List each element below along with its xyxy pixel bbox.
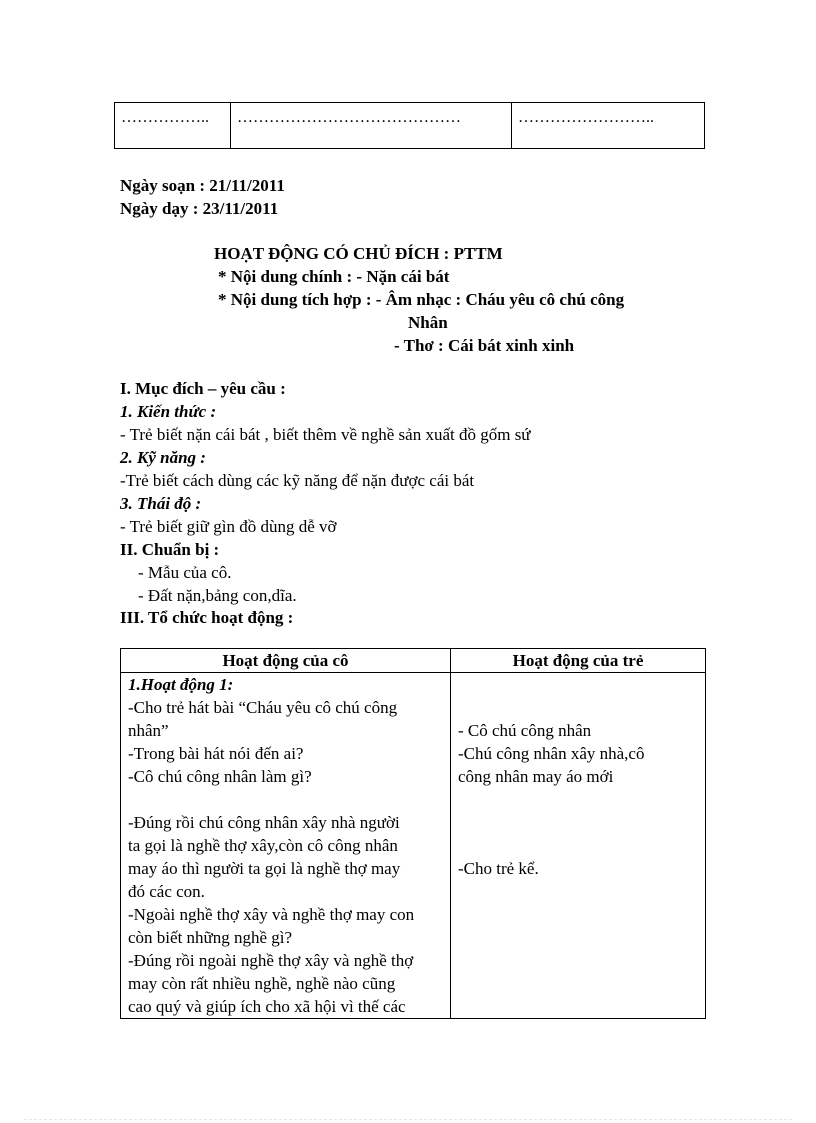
integrated-content-cont: Nhân: [408, 313, 448, 332]
section-2-heading: II. Chuẩn bị :: [120, 540, 220, 559]
teacher-line: -Cô chú công nhân làm gì?: [128, 767, 312, 786]
col-header-child: Hoạt động của trẻ: [451, 649, 706, 673]
teacher-line: còn biết những nghề gì?: [128, 928, 293, 947]
child-response: - Cô chú công nhân: [458, 721, 592, 740]
knowledge-heading: 1. Kiến thức :: [120, 402, 217, 421]
activity-table-header: [121, 649, 706, 673]
attitude-text: - Trẻ biết giữ gìn đồ dùng dễ vỡ: [120, 517, 337, 536]
child-response: -Cho trẻ kể.: [458, 859, 539, 878]
activity-title: 1.Hoạt động 1:: [128, 675, 234, 694]
teacher-line: đó các con.: [128, 882, 205, 901]
teacher-line: nhân”: [128, 721, 169, 740]
teacher-line: may còn rất nhiều nghề, nghề nào cũng: [128, 974, 396, 993]
child-activity-cell: [451, 673, 706, 1019]
child-response: -Chú công nhân xây nhà,cô: [458, 744, 645, 763]
activity-heading: HOẠT ĐỘNG CÓ CHỦ ĐÍCH : PTTM: [214, 244, 503, 263]
section-1-heading: I. Mục đích – yêu cầu :: [120, 379, 286, 398]
prep-date: Ngày soạn : 21/11/2011: [120, 176, 285, 195]
knowledge-text: - Trẻ biết nặn cái bát , biết thêm về nghề sản xuất đồ gốm sứ: [120, 425, 531, 444]
teacher-line: -Cho trẻ hát bài “Cháu yêu cô chú công: [128, 698, 398, 717]
skills-heading: 2. Kỹ năng :: [120, 448, 206, 467]
teacher-line: -Ngoài nghề thợ xây và nghề thợ may con: [128, 905, 415, 924]
section-3-heading: III. Tổ chức hoạt động :: [120, 608, 294, 627]
header-cell-2: ……………………………………: [231, 103, 512, 149]
prep-item: - Mẫu của cô.: [138, 563, 232, 582]
teacher-line: may áo thì người ta gọi là nghề thợ may: [128, 859, 401, 878]
page-bottom-divider: [24, 1119, 792, 1120]
header-row: [115, 103, 705, 149]
teach-date: Ngày dạy : 23/11/2011: [120, 199, 279, 218]
child-response: công nhân may áo mới: [458, 767, 614, 786]
header-table: [114, 102, 705, 149]
teacher-line-blank: [128, 788, 450, 811]
teacher-line: -Trong bài hát nói đến ai?: [128, 744, 304, 763]
poem-content: - Thơ : Cái bát xinh xinh: [394, 336, 575, 355]
attitude-heading: 3. Thái độ :: [120, 494, 202, 513]
teacher-line: -Đúng rồi ngoài nghề thợ xây và nghề thợ: [128, 951, 414, 970]
prep-item: - Đất nặn,bảng con,dĩa.: [138, 586, 297, 605]
teacher-activity-cell: [121, 673, 451, 1019]
integrated-content: * Nội dung tích hợp : - Âm nhạc : Cháu yêu cô chú công: [218, 290, 625, 309]
skills-text: -Trẻ biết cách dùng các kỹ năng để nặn được cái bát: [120, 471, 475, 490]
teacher-line: -Đúng rồi chú công nhân xây nhà người: [128, 813, 400, 832]
table-row: [121, 673, 706, 1019]
col-header-teacher: Hoạt động của cô: [121, 649, 451, 673]
header-cell-3: ……………………..: [512, 103, 705, 149]
teacher-line: cao quý và giúp ích cho xã hội vì thế các: [128, 997, 406, 1016]
main-content: * Nội dung chính : - Nặn cái bát: [218, 267, 450, 286]
header-cell-1: ……………..: [115, 103, 231, 149]
teacher-line: ta gọi là nghề thợ xây,còn cô công nhân: [128, 836, 398, 855]
activity-table: [120, 648, 706, 1019]
